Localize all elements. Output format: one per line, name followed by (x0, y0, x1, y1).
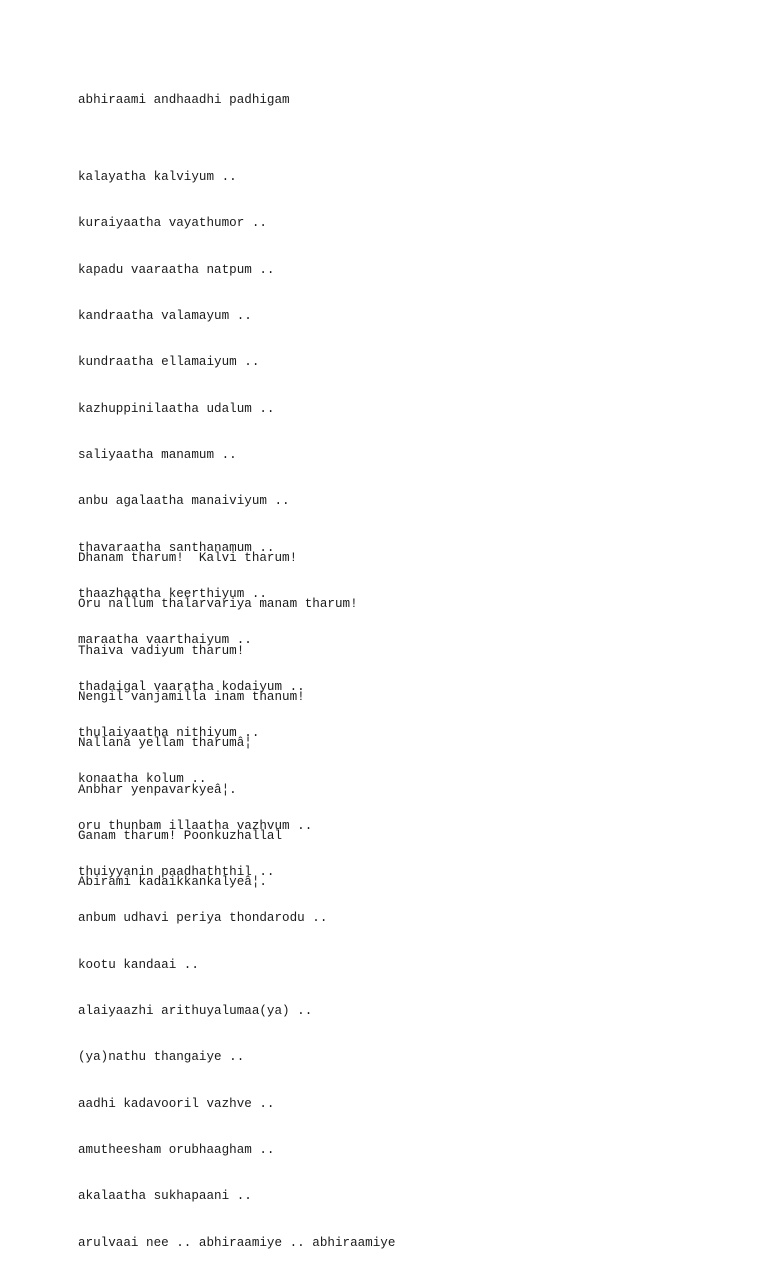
stanza-line: Nallana yellam tharumâ¦ (78, 736, 252, 751)
closing-stanza (78, 520, 358, 922)
verse-line: oru thunbam illaatha vazhvum .. (78, 818, 313, 833)
verse-line: anbu agalaatha manaiviyum .. (78, 494, 290, 509)
stanza-line: Oru nallum thalarvariya manam tharum! (78, 597, 358, 612)
verse-line: kandraatha valamayum .. (78, 308, 252, 323)
verse-line: akalaatha sukhapaani .. (78, 1189, 252, 1204)
stanza-line: Nengil vanjamilla inam thanum! (78, 689, 305, 704)
verse-line: kalayatha kalviyum .. (78, 169, 237, 184)
verse-line: (ya)nathu thangaiye .. (78, 1050, 245, 1065)
verse-line: kundraatha ellamaiyum .. (78, 355, 260, 370)
verse-line: thaazhaatha keerthiyum .. (78, 587, 267, 601)
verse-line: aadhi kadavooril vazhve .. (78, 1096, 275, 1111)
verse-line: kazhuppinilaatha udalum .. (78, 401, 275, 416)
verse-line: amutheesham orubhaagham .. (78, 1143, 275, 1158)
verse-line: maraatha vaarthaiyum .. (78, 633, 252, 648)
verse-line: alaiyaazhi arithuyalumaa(ya) .. (78, 1004, 313, 1019)
document-title: abhiraami andhaadhi padhigam (78, 93, 290, 107)
verse-line: anbum udhavi periya thondarodu .. (78, 911, 328, 926)
verse-line: thuiyyanin paadhaththil .. (78, 865, 275, 880)
stanza-line: Ganam tharum! Poonkuzhallal (78, 828, 283, 843)
stanza-line: Thaiva vadiyum tharum! (78, 643, 245, 658)
verse-line: kuraiyaatha vayathumor .. (78, 216, 267, 231)
stanza-line: Abirami kadaikkankalyeâ¦. (78, 875, 267, 890)
stanza-line: Anbhar yenpavarkyeâ¦. (78, 782, 237, 797)
verse-line: arulvaai nee .. abhiraamiye .. abhiraamiye (78, 1235, 396, 1250)
verse-line: thadaigal vaaratha kodaiyum .. (78, 679, 305, 694)
verse-line: thavaraatha santhanamum .. (78, 540, 275, 555)
verse-line: thulaiyaatha nithiyum .. (78, 726, 260, 741)
verse-line: konaatha kolum .. (78, 772, 207, 787)
verse-line: kapadu vaaraatha natpum .. (78, 262, 275, 277)
stanza-line: Dhanam tharum! Kalvi tharum! (78, 550, 298, 565)
verse-line: saliyaatha manamum .. (78, 447, 237, 462)
verse-line: kootu kandaai .. (78, 957, 199, 972)
